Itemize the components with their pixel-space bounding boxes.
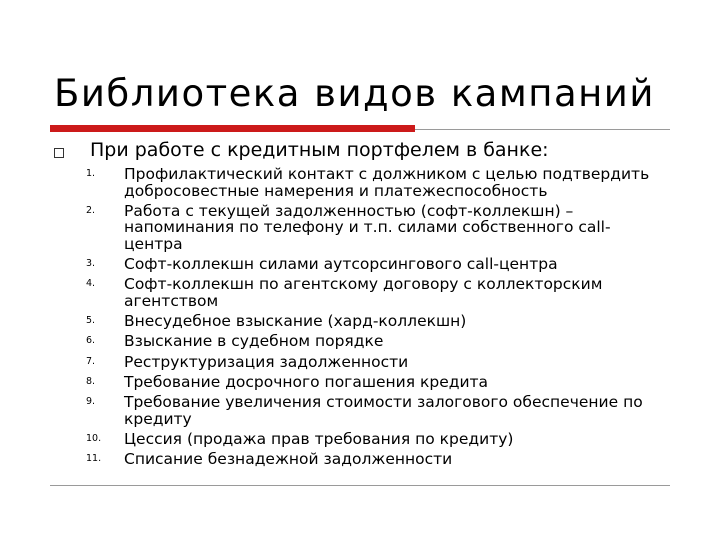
- list-item: [86, 256, 666, 273]
- item-number: 10.: [86, 433, 102, 445]
- item-number: 7.: [86, 355, 96, 367]
- list-item: [86, 374, 666, 391]
- list-item: [86, 354, 666, 371]
- item-text: Требование досрочного погашения кредита: [124, 373, 489, 392]
- campaign-list: [86, 166, 666, 472]
- list-item: [86, 451, 666, 468]
- item-number: 11.: [86, 453, 102, 465]
- item-number: 2.: [86, 204, 96, 216]
- title-accent-bar: [50, 125, 415, 132]
- square-bullet-icon: [54, 148, 64, 158]
- item-text: Софт-коллекшн силами аутсорсингового call-центра: [124, 255, 558, 274]
- item-number: 5.: [86, 315, 96, 327]
- item-text: Списание безнадежной задолженности: [124, 450, 453, 469]
- list-item: [86, 394, 666, 427]
- item-number: 9.: [86, 396, 96, 408]
- item-number: 6.: [86, 335, 96, 347]
- list-item: [86, 431, 666, 448]
- item-number: 4.: [86, 278, 96, 290]
- item-text: Софт-коллекшн по агентскому договору с коллекторским агентством: [124, 275, 603, 310]
- item-text: Цессия (продажа прав требования по кредиту): [124, 430, 514, 449]
- item-text: Требование увеличения стоимости залогового обеспечение по кредиту: [124, 393, 643, 428]
- item-number: 3.: [86, 258, 96, 270]
- item-text: Работа с текущей задолженностью (софт-коллекшн) – напоминания по телефону и т.п. силами собственного call-центра: [124, 201, 611, 253]
- item-number: 1.: [86, 168, 96, 179]
- item-number: 8.: [86, 376, 96, 388]
- list-item: [86, 333, 666, 350]
- lead-text: При работе с кредитным портфелем в банке:: [90, 139, 549, 161]
- list-item: [86, 203, 666, 253]
- slide-title: Библиотека видов кампаний: [54, 72, 655, 115]
- item-text: Профилактический контакт с должником с целью подтвердить добросовестные намерения и платежеспособность: [124, 165, 650, 200]
- list-item: [86, 313, 666, 330]
- item-text: Внесудебное взыскание (хард-коллекшн): [124, 312, 467, 331]
- item-text: Реструктуризация задолженности: [124, 352, 409, 371]
- bottom-divider: [50, 485, 670, 486]
- item-text: Взыскание в судебном порядке: [124, 332, 384, 351]
- list-item: [86, 276, 666, 309]
- list-item: [86, 166, 666, 199]
